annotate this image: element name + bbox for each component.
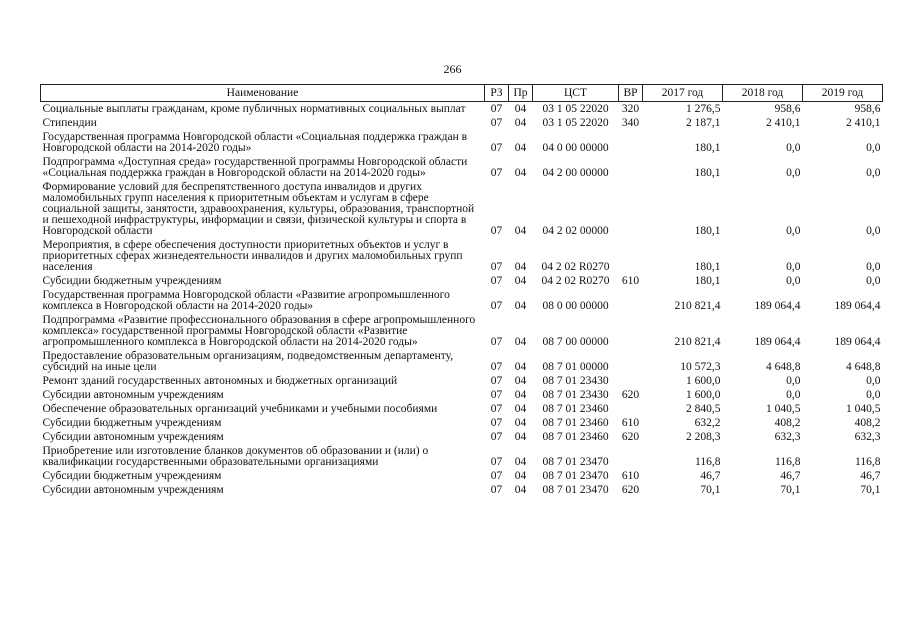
row-2018: 0,0 [786, 375, 801, 387]
table-row [41, 155, 883, 180]
row-name: Подпрограмма «Доступная среда» государственной программы Новгородской области «Социальная поддержка граждан в Новгородской области на 2014-2020 годы» [42, 156, 468, 179]
row-2018: 189 064,4 [754, 336, 801, 348]
row-name: Социальные выплаты гражданам, кроме публичных нормативных социальных выплат [42, 103, 466, 115]
row-rz: 07 [490, 117, 503, 129]
row-name: Стипендии [42, 117, 97, 129]
row-name: Государственная программа Новгородской области «Развитие агропромышленного комплекса в Новгородской области на 2014-2020 годы» [42, 289, 450, 312]
table-row [41, 444, 883, 469]
budget-table [40, 84, 883, 497]
row-cst: 03 1 05 22020 [542, 103, 609, 115]
row-pr: 04 [514, 456, 527, 468]
row-2018: 116,8 [775, 456, 801, 468]
row-2017: 180,1 [694, 275, 721, 287]
row-2017: 2 187,1 [686, 117, 721, 129]
table-row [41, 116, 883, 130]
row-pr: 04 [514, 275, 527, 287]
row-name: Обеспечение образовательных организаций учебниками и учебными пособиями [42, 403, 438, 415]
row-vr [619, 349, 643, 374]
table-body [41, 102, 883, 498]
row-pr: 04 [514, 167, 527, 179]
row-2018: 1 040,5 [766, 403, 801, 415]
row-vr [619, 444, 643, 469]
row-pr: 04 [514, 389, 527, 401]
row-rz: 07 [490, 375, 503, 387]
row-2018: 0,0 [786, 225, 801, 237]
row-2017: 10 572,3 [680, 361, 721, 373]
page-number: 266 [443, 62, 462, 76]
row-pr: 04 [514, 375, 527, 387]
row-2018: 0,0 [786, 142, 801, 154]
row-2019: 958,6 [854, 103, 881, 115]
row-2019: 189 064,4 [834, 300, 881, 312]
row-2018: 189 064,4 [754, 300, 801, 312]
row-2018: 0,0 [786, 167, 801, 179]
header-2017: 2017 год [643, 85, 723, 102]
row-cst: 08 7 01 23470 [542, 456, 609, 468]
header-name: Наименование [41, 85, 485, 102]
row-vr [619, 374, 643, 388]
row-2019: 0,0 [866, 389, 881, 401]
row-rz: 07 [490, 484, 503, 496]
row-vr: 610 [621, 417, 640, 429]
header-2018: 2018 год [723, 85, 803, 102]
row-vr: 340 [621, 117, 640, 129]
row-vr [619, 238, 643, 274]
header-2019: 2019 год [803, 85, 883, 102]
row-vr [619, 313, 643, 349]
row-vr [619, 130, 643, 155]
table-row [41, 349, 883, 374]
row-pr: 04 [514, 470, 527, 482]
row-cst: 04 2 02 R0270 [541, 261, 610, 273]
row-rz: 07 [490, 261, 503, 273]
row-name: Государственная программа Новгородской области «Социальная поддержка граждан в Новгородской области на 2014-2020 годы» [42, 131, 468, 154]
row-2019: 0,0 [866, 261, 881, 273]
row-name: Субсидии автономным учреждениям [42, 484, 224, 496]
row-2017: 70,1 [700, 484, 721, 496]
row-cst: 08 7 01 23460 [542, 431, 609, 443]
table-row [41, 180, 883, 238]
row-pr: 04 [514, 336, 527, 348]
row-2019: 408,2 [854, 417, 881, 429]
row-cst: 08 7 01 23470 [542, 470, 609, 482]
table-header-row [41, 85, 883, 102]
table-row [41, 130, 883, 155]
row-2019: 189 064,4 [834, 336, 881, 348]
row-cst: 04 2 02 00000 [542, 225, 609, 237]
row-2019: 0,0 [866, 275, 881, 287]
row-2017: 632,2 [694, 417, 721, 429]
row-2019: 70,1 [860, 484, 881, 496]
row-2017: 180,1 [694, 225, 721, 237]
row-name: Субсидии автономным учреждениям [42, 431, 224, 443]
row-name: Субсидии бюджетным учреждениям [42, 417, 222, 429]
table-row [41, 469, 883, 483]
row-2017: 116,8 [695, 456, 721, 468]
row-name: Субсидии бюджетным учреждениям [42, 275, 222, 287]
row-2019: 0,0 [866, 142, 881, 154]
row-2018: 70,1 [780, 484, 801, 496]
row-2018: 2 410,1 [766, 117, 801, 129]
row-2019: 0,0 [866, 225, 881, 237]
row-2019: 1 040,5 [846, 403, 881, 415]
row-pr: 04 [514, 142, 527, 154]
row-name: Подпрограмма «Развитие профессионального образования в сфере агропромышленного комплекса» государственной программы Новгородской области «Развитие агропромышленного комплекса в Новгородской области на 2014-2020 годы» [42, 314, 476, 348]
row-rz: 07 [490, 403, 503, 415]
row-vr [619, 180, 643, 238]
row-2017: 210 821,4 [674, 336, 721, 348]
row-cst: 08 7 00 00000 [542, 336, 609, 348]
row-vr: 620 [621, 431, 640, 443]
row-pr: 04 [514, 103, 527, 115]
row-cst: 04 2 02 R0270 [541, 275, 610, 287]
row-vr [619, 155, 643, 180]
row-cst: 03 1 05 22020 [542, 117, 609, 129]
table-row [41, 388, 883, 402]
row-2019: 0,0 [866, 167, 881, 179]
header-cst: ЦСТ [533, 85, 619, 102]
row-name: Мероприятия, в сфере обеспечения доступности приоритетных объектов и услуг в приоритетных сферах жизнедеятельности инвалидов и других маломобильных групп населения [42, 239, 463, 273]
table-row [41, 288, 883, 313]
row-vr [619, 402, 643, 416]
row-cst: 04 0 00 00000 [542, 142, 609, 154]
row-cst: 08 7 01 23470 [542, 484, 609, 496]
row-cst: 08 0 00 00000 [542, 300, 609, 312]
row-pr: 04 [514, 431, 527, 443]
table-row [41, 483, 883, 497]
row-rz: 07 [490, 456, 503, 468]
row-rz: 07 [490, 275, 503, 287]
table-row [41, 238, 883, 274]
row-2019: 0,0 [866, 375, 881, 387]
row-2018: 958,6 [774, 103, 801, 115]
row-name: Субсидии автономным учреждениям [42, 389, 224, 401]
row-cst: 08 7 01 23460 [542, 417, 609, 429]
row-2018: 0,0 [786, 261, 801, 273]
row-2018: 408,2 [774, 417, 801, 429]
row-rz: 07 [490, 417, 503, 429]
row-pr: 04 [514, 261, 527, 273]
row-pr: 04 [514, 403, 527, 415]
row-2018: 632,3 [774, 431, 801, 443]
row-rz: 07 [490, 361, 503, 373]
row-2019: 632,3 [854, 431, 881, 443]
table-row [41, 102, 883, 117]
row-pr: 04 [514, 300, 527, 312]
row-cst: 04 2 00 00000 [542, 167, 609, 179]
row-2019: 116,8 [855, 456, 881, 468]
row-2018: 0,0 [786, 389, 801, 401]
row-2018: 0,0 [786, 275, 801, 287]
row-2017: 210 821,4 [674, 300, 721, 312]
row-rz: 07 [490, 389, 503, 401]
row-cst: 08 7 01 23430 [542, 389, 609, 401]
row-name: Предоставление образовательным организациям, подведомственным департаменту, субсидий на иные цели [42, 350, 454, 373]
row-2018: 46,7 [780, 470, 801, 482]
row-vr: 620 [621, 484, 640, 496]
row-2017: 1 600,0 [686, 389, 721, 401]
row-2017: 180,1 [694, 142, 721, 154]
row-2017: 1 600,0 [686, 375, 721, 387]
row-2019: 46,7 [860, 470, 881, 482]
row-2017: 2 208,3 [686, 431, 721, 443]
row-cst: 08 7 01 23430 [542, 375, 609, 387]
header-vr: ВР [619, 85, 643, 102]
row-pr: 04 [514, 417, 527, 429]
row-pr: 04 [514, 117, 527, 129]
row-name: Приобретение или изготовление бланков документов об образовании и (или) о квалификации государственными образовательными организациями [42, 445, 429, 468]
table-row [41, 313, 883, 349]
table-row [41, 274, 883, 288]
row-rz: 07 [490, 470, 503, 482]
row-vr: 610 [621, 470, 640, 482]
row-rz: 07 [490, 336, 503, 348]
row-rz: 07 [490, 225, 503, 237]
row-rz: 07 [490, 167, 503, 179]
table-row [41, 416, 883, 430]
row-2019: 4 648,8 [846, 361, 881, 373]
row-vr: 610 [621, 275, 640, 287]
row-2019: 2 410,1 [846, 117, 881, 129]
row-2017: 2 840,5 [686, 403, 721, 415]
row-vr [619, 288, 643, 313]
row-name: Субсидии бюджетным учреждениям [42, 470, 222, 482]
row-2018: 4 648,8 [766, 361, 801, 373]
row-2017: 46,7 [700, 470, 721, 482]
row-pr: 04 [514, 225, 527, 237]
header-pr: Пр [509, 85, 533, 102]
row-name: Ремонт зданий государственных автономных и бюджетных организаций [42, 375, 398, 387]
row-2017: 1 276,5 [686, 103, 721, 115]
row-rz: 07 [490, 431, 503, 443]
row-cst: 08 7 01 23460 [542, 403, 609, 415]
table-row [41, 374, 883, 388]
row-rz: 07 [490, 103, 503, 115]
row-rz: 07 [490, 142, 503, 154]
row-cst: 08 7 01 00000 [542, 361, 609, 373]
row-2017: 180,1 [694, 261, 721, 273]
row-rz: 07 [490, 300, 503, 312]
row-vr: 620 [621, 389, 640, 401]
header-rz: РЗ [485, 85, 509, 102]
row-name: Формирование условий для беспрепятственного доступа инвалидов и других маломобильных групп населения к приоритетным объектам и услугам в сфере социальной защиты, занятости, здравоохранения, культуры, образования, транспортной и пешеходной инфраструктуры, информации и связи, физической культуры и спорта в Новгородской области [42, 181, 475, 237]
row-pr: 04 [514, 361, 527, 373]
row-pr: 04 [514, 484, 527, 496]
table-row [41, 402, 883, 416]
row-2017: 180,1 [694, 167, 721, 179]
row-vr: 320 [621, 103, 640, 115]
table-row [41, 430, 883, 444]
